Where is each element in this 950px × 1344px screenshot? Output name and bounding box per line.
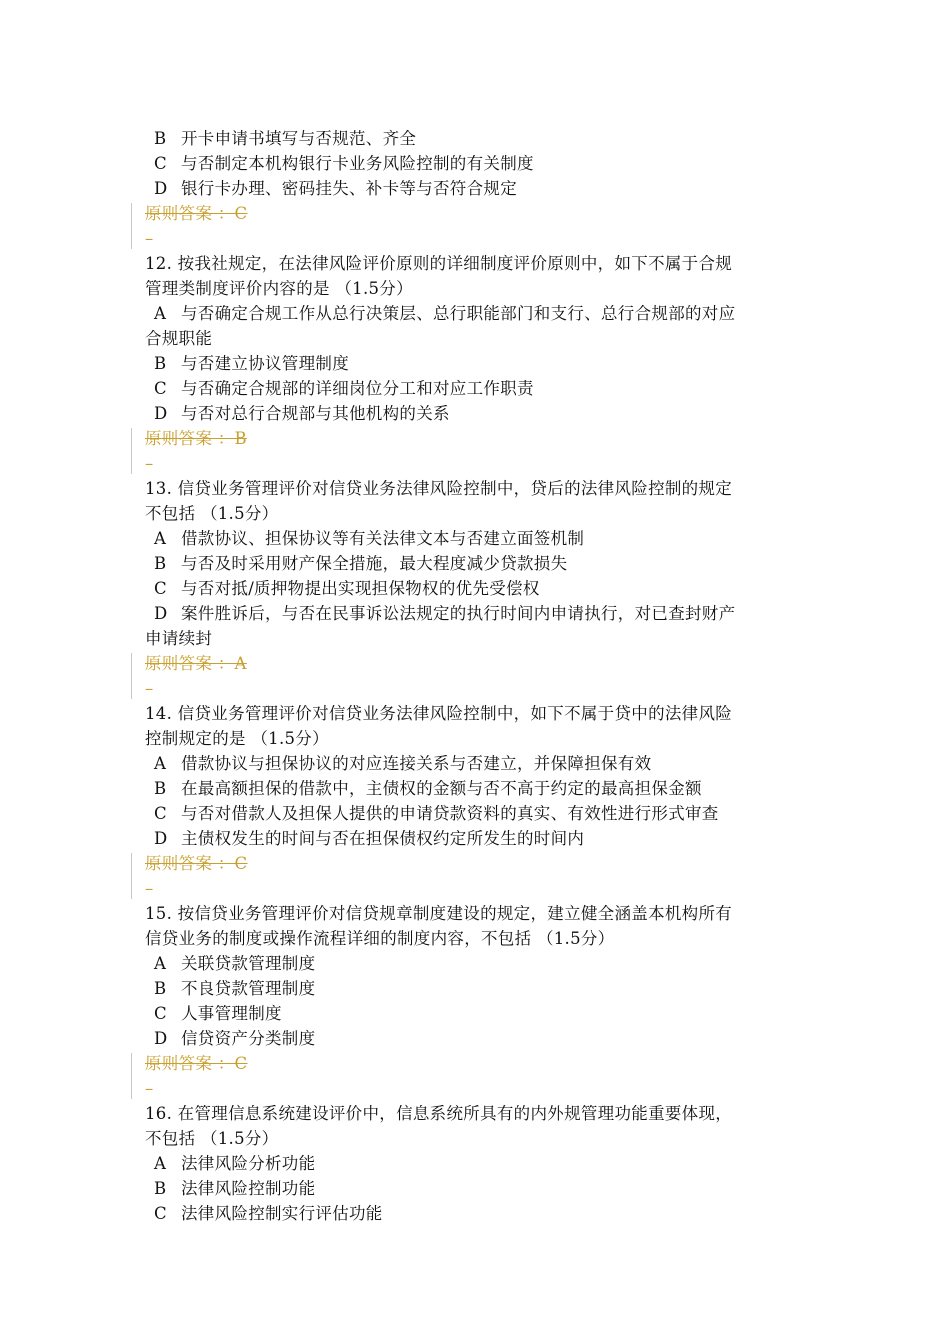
- option-letter: C: [154, 804, 167, 823]
- option-letter: A: [154, 754, 167, 773]
- option-text: 与否对抵/质押物提出实现担保物权的优先受偿权: [181, 579, 540, 598]
- option-row: [145, 151, 825, 176]
- answer-margin-bar: [131, 853, 132, 899]
- option-text: 与否确定合规部的详细岗位分工和对应工作职责: [181, 379, 534, 398]
- option-text: 与否确定合规工作从总行决策层、总行职能部门和支行、总行合规部的对应: [181, 304, 736, 323]
- option-row: [145, 376, 825, 401]
- option-text: 与否建立协议管理制度: [181, 354, 349, 373]
- answer-dash: –: [145, 879, 154, 898]
- option-text: 借款协议、担保协议等有关法律文本与否建立面签机制: [181, 529, 585, 548]
- answer-dash: –: [145, 679, 154, 698]
- option-text: 主债权发生的时间与否在担保债权约定所发生的时间内: [181, 829, 585, 848]
- answer-dash: –: [145, 454, 154, 473]
- option-text-continued: 申请续封: [145, 629, 213, 648]
- standard-answer: 原则答案 ：C: [145, 1054, 248, 1073]
- option-row: [145, 301, 825, 326]
- option-row: [145, 526, 825, 551]
- option-letter: A: [154, 954, 167, 973]
- option-letter: D: [154, 604, 168, 623]
- option-text: 与否及时采用财产保全措施，最大程度减少贷款损失: [181, 554, 568, 573]
- option-letter: A: [154, 1154, 167, 1173]
- option-letter: D: [154, 829, 168, 848]
- option-letter: D: [154, 404, 168, 423]
- option-row: [145, 351, 825, 376]
- option-row: [145, 1176, 825, 1201]
- option-row: [145, 576, 825, 601]
- option-letter: B: [154, 1179, 167, 1198]
- option-letter: B: [154, 979, 167, 998]
- option-row: [145, 751, 825, 776]
- option-row: [145, 1001, 825, 1026]
- option-text: 不良贷款管理制度: [181, 979, 316, 998]
- option-row: [145, 601, 825, 626]
- answer-line: [145, 651, 825, 676]
- option-row: [145, 1201, 825, 1226]
- option-text: 法律风险控制功能: [181, 1179, 316, 1198]
- answer-line: [145, 426, 825, 451]
- standard-answer: 原则答案 ：C: [145, 204, 248, 223]
- option-letter: D: [154, 1029, 168, 1048]
- option-letter: A: [154, 304, 167, 323]
- option-text: 开卡申请书填写与否规范、齐全: [181, 129, 417, 148]
- standard-answer: 原则答案 ：A: [145, 654, 247, 673]
- answer-margin-bar: [131, 203, 132, 249]
- option-text: 法律风险控制实行评估功能: [181, 1204, 383, 1223]
- option-letter: B: [154, 354, 167, 373]
- option-row: [145, 126, 825, 151]
- option-row: [145, 1026, 825, 1051]
- option-letter: A: [154, 529, 167, 548]
- standard-answer: 原则答案 ：C: [145, 854, 248, 873]
- answer-margin-bar: [131, 428, 132, 474]
- option-letter: C: [154, 1204, 167, 1223]
- option-text: 与否对总行合规部与其他机构的关系: [181, 404, 450, 423]
- option-letter: C: [154, 579, 167, 598]
- question-stem: 控制规定的是 （1.5分）: [145, 729, 329, 748]
- option-text-continued: 合规职能: [145, 329, 213, 348]
- answer-line: [145, 851, 825, 876]
- option-row: [145, 826, 825, 851]
- answer-line: [145, 1051, 825, 1076]
- option-row: [145, 976, 825, 1001]
- question-stem: 不包括 （1.5分）: [145, 1129, 279, 1148]
- question-stem: 14. 信贷业务管理评价对信贷业务法律风险控制中，如下不属于贷中的法律风险: [145, 704, 733, 723]
- option-letter: B: [154, 779, 167, 798]
- answer-dash: –: [145, 229, 154, 248]
- option-text: 关联贷款管理制度: [181, 954, 316, 973]
- question-stem: 不包括 （1.5分）: [145, 504, 279, 523]
- option-letter: B: [154, 554, 167, 573]
- option-text: 信贷资产分类制度: [181, 1029, 316, 1048]
- option-row: [145, 1151, 825, 1176]
- option-text: 银行卡办理、密码挂失、补卡等与否符合规定: [181, 179, 517, 198]
- option-row: [145, 551, 825, 576]
- question-stem: 信贷业务的制度或操作流程详细的制度内容，不包括 （1.5分）: [145, 929, 615, 948]
- option-letter: C: [154, 379, 167, 398]
- option-row: [145, 951, 825, 976]
- option-text: 人事管理制度: [181, 1004, 282, 1023]
- option-letter: C: [154, 1004, 167, 1023]
- question-stem: 管理类制度评价内容的是 （1.5分）: [145, 279, 413, 298]
- option-letter: D: [154, 179, 168, 198]
- option-text: 借款协议与担保协议的对应连接关系与否建立，并保障担保有效: [181, 754, 652, 773]
- option-text: 法律风险分析功能: [181, 1154, 316, 1173]
- answer-dash: –: [145, 1079, 154, 1098]
- answer-line: [145, 201, 825, 226]
- question-stem: 12. 按我社规定，在法律风险评价原则的详细制度评价原则中，如下不属于合规: [145, 254, 733, 273]
- option-row: [145, 776, 825, 801]
- option-text: 在最高额担保的借款中，主债权的金额与否不高于约定的最高担保金额: [181, 779, 702, 798]
- option-letter: C: [154, 154, 167, 173]
- answer-margin-bar: [131, 653, 132, 699]
- option-row: [145, 176, 825, 201]
- question-stem: 15. 按信贷业务管理评价对信贷规章制度建设的规定，建立健全涵盖本机构所有: [145, 904, 733, 923]
- option-text: 与否对借款人及担保人提供的申请贷款资料的真实、有效性进行形式审查: [181, 804, 719, 823]
- question-stem: 13. 信贷业务管理评价对信贷业务法律风险控制中，贷后的法律风险控制的规定: [145, 479, 733, 498]
- option-row: [145, 401, 825, 426]
- question-stem: 16. 在管理信息系统建设评价中，信息系统所具有的内外规管理功能重要体现，: [145, 1104, 733, 1123]
- standard-answer: 原则答案 ：B: [145, 429, 247, 448]
- answer-margin-bar: [131, 1053, 132, 1099]
- option-row: [145, 801, 825, 826]
- option-text: 与否制定本机构银行卡业务风险控制的有关制度: [181, 154, 534, 173]
- option-text: 案件胜诉后，与否在民事诉讼法规定的执行时间内申请执行，对已查封财产: [181, 604, 736, 623]
- option-letter: B: [154, 129, 167, 148]
